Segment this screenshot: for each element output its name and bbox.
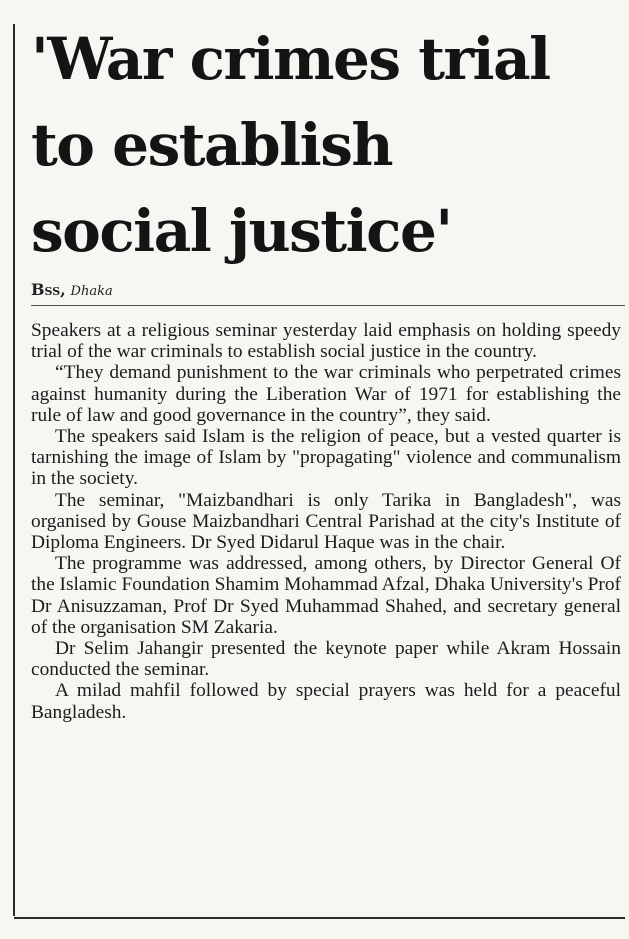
article-paragraph: The programme was addressed, among others, by Director General Of the Islamic Foundation Shamim Mohammad Afzal, Dhaka University's Prof Dr Anisuzzaman, Prof Dr Syed Muhammad Shahed, and secretary general of the organisation SM Zakaria. bbox=[31, 553, 621, 638]
byline-dateline: Dhaka bbox=[70, 284, 113, 299]
column-left-rule bbox=[13, 24, 15, 916]
article-byline bbox=[31, 281, 113, 301]
article-paragraph: The speakers said Islam is the religion of peace, but a vested quarter is tarnishing the image of Islam by "propagating" violence and communalism in the society. bbox=[31, 426, 621, 490]
article-paragraph: Speakers at a religious seminar yesterday laid emphasis on holding speedy trial of the war criminals to establish social justice in the country. bbox=[31, 320, 621, 363]
article-paragraph: “They demand punishment to the war criminals who perpetrated crimes against humanity during the Liberation War of 1971 for establishing the rule of law and good governance in the country”, they said. bbox=[31, 362, 621, 426]
column-bottom-rule bbox=[14, 917, 625, 919]
article-paragraph: The seminar, "Maizbandhari is only Tarika in Bangladesh", was organised by Gouse Maizbandhari Central Parishad at the city's Institute of Diploma Engineers. Dr Syed Didarul Haque was in the chair. bbox=[31, 489, 621, 554]
article-paragraph: Dr Selim Jahangir presented the keynote paper while Akram Hossain conducted the seminar. bbox=[31, 638, 621, 681]
article-headline: 'War crimes trial to establish social justice' bbox=[31, 25, 550, 265]
byline-divider bbox=[31, 305, 625, 306]
article-paragraph: A milad mahfil followed by special prayers was held for a peaceful Bangladesh. bbox=[31, 680, 621, 723]
article-body bbox=[31, 320, 621, 723]
byline-agency: Bss, bbox=[31, 280, 66, 299]
